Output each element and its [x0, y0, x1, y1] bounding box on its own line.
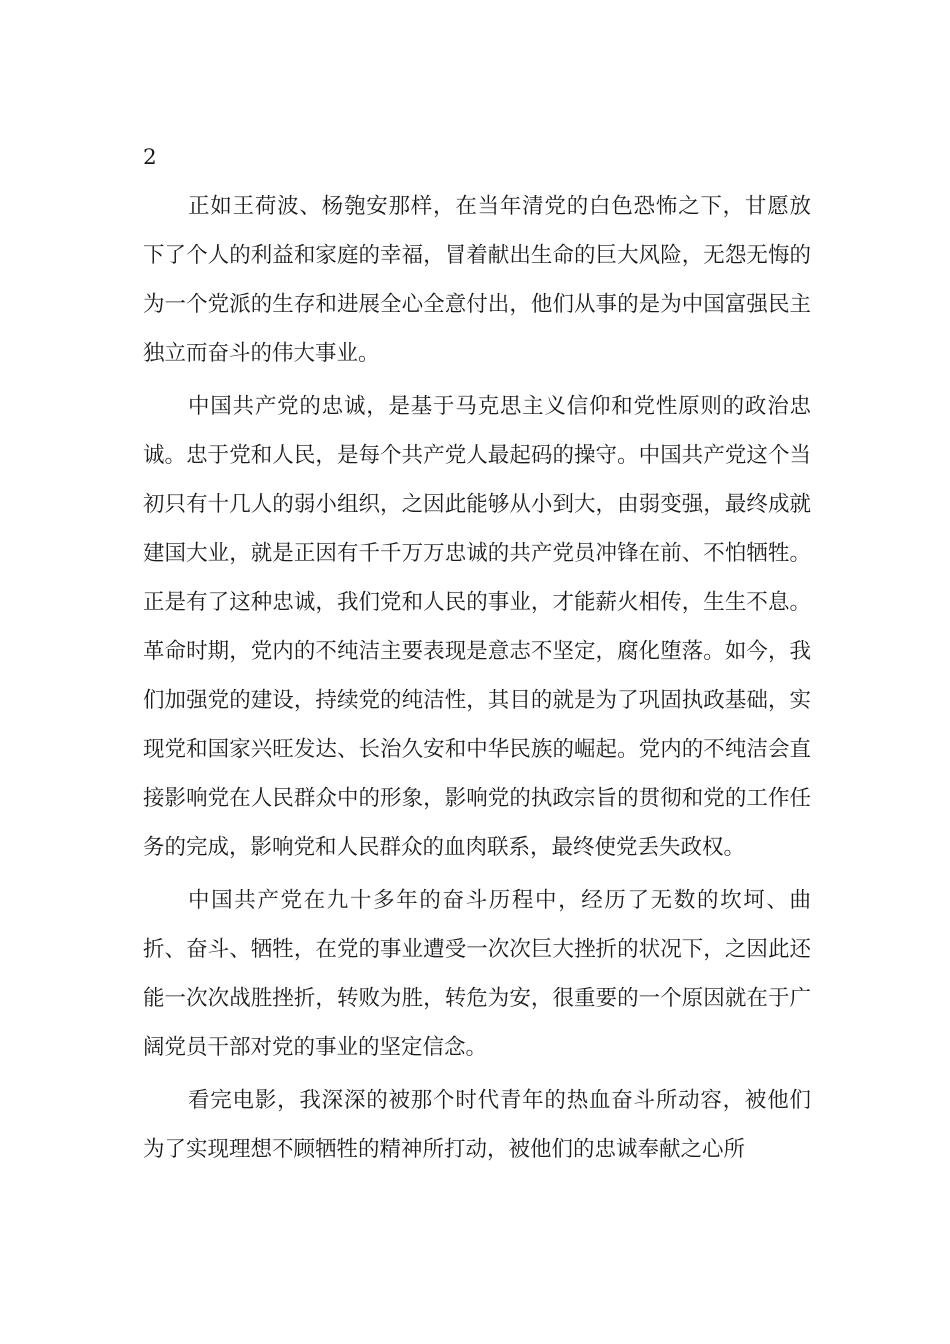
document-body: [143, 133, 811, 1178]
paragraph-4: 看完电影，我深深的被那个时代青年的热血奋斗所动容，被他们为了实现理想不顾牺牲的精神所打动，被他们的忠诚奉献之心所: [143, 1088, 811, 1162]
paragraph-3: 中国共产党在九十多年的奋斗历程中，经历了无数的坎坷、曲折、奋斗、牺牲，在党的事业遭受一次次巨大挫折的状况下，之因此还能一次次战胜挫折，转败为胜，转危为安，很重要的一个原因就在于广阔党员干部对党的事业的坚定信念。: [143, 888, 811, 1060]
page-number: 2: [143, 145, 157, 170]
paragraph-1: 正如王荷波、杨匏安那样，在当年清党的白色恐怖之下，甘愿放下了个人的利益和家庭的幸福，冒着献出生命的巨大风险，无怨无悔的为一个党派的生存和进展全心全意付出，他们从事的是为中国富强民主独立而奋斗的伟大事业。: [143, 194, 811, 366]
paragraph-2: 中国共产党的忠诚，是基于马克思主义信仰和党性原则的政治忠诚。忠于党和人民，是每个共产党人最起码的操守。中国共产党这个当初只有十几人的弱小组织，之因此能够从小到大，由弱变强，最终成就建国大业，就是正因有千千万万忠诚的共产党员冲锋在前、不怕牺牲。正是有了这种忠诚，我们党和人民的事业，才能薪火相传，生生不息。革命时期，党内的不纯洁主要表现是意志不坚定，腐化堕落。如今，我们加强党的建设，持续党的纯洁性，其目的就是为了巩固执政基础，实现党和国家兴旺发达、长治久安和中华民族的崛起。党内的不纯洁会直接影响党在人民群众中的形象，影响党的执政宗旨的贯彻和党的工作任务的完成，影响党和人民群众的血肉联系，最终使党丢失政权。: [143, 394, 811, 860]
